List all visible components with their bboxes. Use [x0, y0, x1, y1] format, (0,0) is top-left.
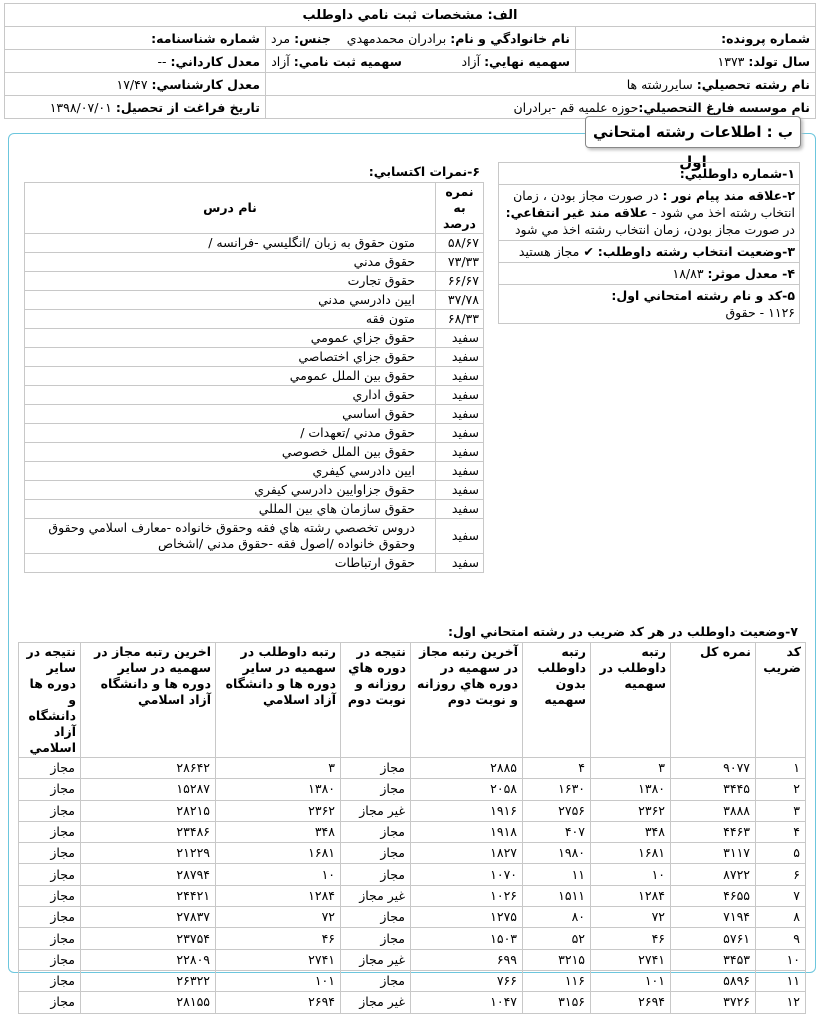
grade-row [25, 291, 484, 310]
grade-course-name: حقوق اساسي [25, 405, 436, 424]
birth-year-label: سال تولد: [748, 53, 810, 69]
status-row [19, 758, 806, 779]
status-cell: مجاز [19, 843, 81, 864]
status-cell: ۲۷۵۶ [523, 800, 591, 821]
status-row [19, 907, 806, 928]
grades-body [25, 234, 484, 573]
status-cell: مجاز [341, 864, 411, 885]
grade-row [25, 519, 484, 554]
grade-pct: ۵۸/۶۷ [436, 234, 484, 253]
status-cell: ۳۱۱۷ [671, 843, 756, 864]
exam-field-label: ۵-كد و نام رشته امتحاني اول: [611, 288, 795, 303]
status-body [19, 758, 806, 1014]
status-cell: مجاز [19, 885, 81, 906]
status-cell: مجاز [19, 970, 81, 991]
status-title: ۷-وضعيت داوطلب در هر كد ضريب در رشته امتحاني اول: [448, 624, 798, 639]
grade-row [25, 234, 484, 253]
associate-gpa-label: معدل كارداني: [170, 53, 260, 69]
status-cell: ۳ [756, 800, 806, 821]
grade-course-name: حقوق جزاوايين دادرسي كيفري [25, 481, 436, 500]
grade-row [25, 272, 484, 291]
candidate-no-label: ۱-شماره داوطلبي: [679, 166, 795, 181]
status-cell: ۴ [523, 758, 591, 779]
status-col-header: اخرين رتبه مجاز در سهميه در ساير دوره ها و دانشگاه آزاد اسلامي [81, 643, 216, 758]
grade-row [25, 367, 484, 386]
status-cell: ۳۴۵۳ [671, 949, 756, 970]
status-cell: ۴۶۵۵ [671, 885, 756, 906]
status-cell: ۲۱۲۲۹ [81, 843, 216, 864]
payam-noor-text: در صورت مجاز بودن ، زمان انتخاب رشته اخذ مي شود - [513, 188, 795, 220]
status-row [19, 992, 806, 1013]
grade-course-name: حقوق جزاي عمومي [25, 329, 436, 348]
status-header-row [19, 643, 806, 758]
status-cell: ۸۰ [523, 907, 591, 928]
candidate-no-row [499, 163, 799, 185]
grade-row [25, 424, 484, 443]
non-profit-text: در صورت مجاز بودن، زمان انتخاب رشته اخذ مي شود [514, 222, 795, 237]
status-row [19, 885, 806, 906]
final-quota-label: سهميه نهايي: [484, 53, 570, 69]
grade-pct: سفيد [436, 329, 484, 348]
status-cell: ۱۰۱ [591, 970, 671, 991]
grades-col-name: نام درس [25, 183, 436, 234]
status-row [19, 800, 806, 821]
birth-year-cell [576, 50, 816, 73]
grade-pct: سفيد [436, 519, 484, 554]
status-cell: ۱۰۲۶ [411, 885, 523, 906]
grade-course-name: حقوق اداري [25, 386, 436, 405]
status-cell: ۲۷۴۱ [216, 949, 341, 970]
status-table [18, 642, 806, 1014]
grade-pct: سفيد [436, 405, 484, 424]
grade-pct: ۶۶/۶۷ [436, 272, 484, 291]
status-cell: ۱۲۸۴ [591, 885, 671, 906]
status-col-header: رتبه داوطلب در سهميه [591, 643, 671, 758]
status-cell: ۱۰ [216, 864, 341, 885]
grade-course-name: حقوق مدني /تعهدات / [25, 424, 436, 443]
bachelor-gpa-label: معدل كارشناسي: [151, 76, 260, 92]
status-cell: ۴ [756, 821, 806, 842]
status-cell: مجاز [19, 928, 81, 949]
status-cell: ۲۶۳۲۲ [81, 970, 216, 991]
effective-gpa-value: ۱۸/۸۳ [672, 266, 704, 281]
grad-date-cell [5, 96, 266, 119]
status-cell: مجاز [19, 800, 81, 821]
final-quota-value: آزاد [461, 53, 481, 69]
birth-year-value: ۱۳۷۳ [717, 53, 745, 69]
grade-row [25, 310, 484, 329]
status-cell: مجاز [19, 992, 81, 1013]
status-cell: ۴۶ [591, 928, 671, 949]
status-cell: مجاز [19, 949, 81, 970]
status-cell: مجاز [341, 779, 411, 800]
status-section [18, 622, 806, 1014]
status-cell: ۲۳۶۲ [216, 800, 341, 821]
section-a-title: الف: مشخصات ثبت نامي داوطلب [5, 4, 816, 27]
grades-title: ۶-نمرات اكتسابي: [368, 164, 480, 179]
grade-course-name: حقوق بين الملل خصوصي [25, 443, 436, 462]
status-cell: ۷۲ [216, 907, 341, 928]
status-col-header: رتبه داوطلب در سهميه در ساير دوره ها و دانشگاه آزاد اسلامي [216, 643, 341, 758]
status-cell: ۲۶۹۴ [591, 992, 671, 1013]
family-name-label: نام خانوادگي و نام: [450, 30, 570, 46]
effective-gpa-row [499, 263, 799, 285]
checkmark-icon: ✔ [583, 244, 594, 259]
grade-row [25, 253, 484, 272]
gender-value: مرد [270, 30, 291, 46]
grade-row [25, 554, 484, 573]
status-cell: غير مجاز [341, 949, 411, 970]
status-cell: مجاز [341, 758, 411, 779]
status-cell: ۱۰۱ [216, 970, 341, 991]
status-cell: غير مجاز [341, 885, 411, 906]
grade-pct: ۷۳/۳۳ [436, 253, 484, 272]
status-cell: ۹ [756, 928, 806, 949]
status-cell: ۱۱۶ [523, 970, 591, 991]
status-cell: ۲۳۶۲ [591, 800, 671, 821]
grade-pct: سفيد [436, 481, 484, 500]
status-cell: ۱۹۱۸ [411, 821, 523, 842]
status-cell: ۱ [756, 758, 806, 779]
status-cell: مجاز [19, 864, 81, 885]
file-no-cell [576, 27, 816, 50]
status-cell: ۸۷۲۲ [671, 864, 756, 885]
status-cell: مجاز [341, 843, 411, 864]
status-cell: ۱۱ [523, 864, 591, 885]
status-cell: ۸ [756, 907, 806, 928]
selection-status-row [499, 241, 799, 263]
grade-pct: سفيد [436, 500, 484, 519]
status-col-header: نمره كل [671, 643, 756, 758]
status-cell: ۷ [756, 885, 806, 906]
grade-pct: سفيد [436, 443, 484, 462]
grade-row [25, 386, 484, 405]
grade-course-name: حقوق سازمان هاي بين المللي [25, 500, 436, 519]
status-cell: ۹۰۷۷ [671, 758, 756, 779]
gender-label: جنس: [294, 30, 331, 46]
institution-value: حوزه علميه قم -برادران [513, 99, 639, 115]
status-cell: ۵۸۹۶ [671, 970, 756, 991]
status-cell: ۲۶۹۴ [216, 992, 341, 1013]
status-cell: ۲۸۶۴۲ [81, 758, 216, 779]
reg-quota-value: آزاد [271, 53, 290, 69]
grade-pct: سفيد [436, 554, 484, 573]
interest-row [499, 185, 799, 241]
status-cell: ۱۶۸۱ [591, 843, 671, 864]
status-cell: ۶ [756, 864, 806, 885]
status-row [19, 843, 806, 864]
status-cell: ۳۲۱۵ [523, 949, 591, 970]
grade-row [25, 443, 484, 462]
grade-pct: سفيد [436, 367, 484, 386]
status-row [19, 949, 806, 970]
status-cell: ۱۰ [756, 949, 806, 970]
status-cell: ۳۴۴۵ [671, 779, 756, 800]
status-cell: مجاز [19, 758, 81, 779]
status-cell: ۱۵۰۳ [411, 928, 523, 949]
status-cell: مجاز [341, 821, 411, 842]
status-cell: ۲ [756, 779, 806, 800]
status-row [19, 864, 806, 885]
grade-pct: ۶۸/۳۳ [436, 310, 484, 329]
grade-course-name: متون فقه [25, 310, 436, 329]
grades-section [24, 162, 484, 573]
status-cell: ۱۳۸۰ [216, 779, 341, 800]
status-cell: ۴۶ [216, 928, 341, 949]
grade-course-name: حقوق ارتباطات [25, 554, 436, 573]
file-no-label: شماره پرونده: [721, 30, 810, 46]
grade-pct: سفيد [436, 386, 484, 405]
status-col-header: رتبه داوطلب بدون سهميه [523, 643, 591, 758]
grad-date-label: تاريخ فراغت از تحصيل: [115, 99, 260, 115]
status-cell: ۷۲ [591, 907, 671, 928]
status-cell: ۵۷۶۱ [671, 928, 756, 949]
status-cell: ۱۱ [756, 970, 806, 991]
status-cell: ۳۸۸۸ [671, 800, 756, 821]
status-cell: ۳۴۸ [591, 821, 671, 842]
associate-gpa-value: -- [157, 53, 167, 69]
exam-info-box [498, 162, 800, 324]
field-label: نام رشته تحصيلي: [696, 76, 810, 92]
status-cell: ۵ [756, 843, 806, 864]
grade-pct: سفيد [436, 462, 484, 481]
field-cell [265, 73, 815, 96]
status-row [19, 779, 806, 800]
non-profit-label: علاقه مند غير انتفاعي: [505, 205, 648, 220]
family-name-cell [265, 27, 575, 50]
grade-course-name: دروس تخصصي رشته هاي فقه وحقوق خانواده -معارف اسلامي وحقوق وحقوق خانواده /اصول فقه -حقوق مدني /اشخاص [25, 519, 436, 554]
status-col-header: آخرين رتبه مجاز در سهميه در دوره هاي روزانه و نوبت دوم [411, 643, 523, 758]
status-col-header: نتيجه در دوره هاي روزانه و نوبت دوم [341, 643, 411, 758]
status-cell: ۱۰۷۰ [411, 864, 523, 885]
bachelor-gpa-cell [5, 73, 266, 96]
grade-course-name: ايين دادرسي مدني [25, 291, 436, 310]
grade-row [25, 405, 484, 424]
status-cell: ۳ [216, 758, 341, 779]
grade-course-name: حقوق تجارت [25, 272, 436, 291]
status-cell: ۲۳۴۸۶ [81, 821, 216, 842]
status-row [19, 821, 806, 842]
status-cell: ۱۳۸۰ [591, 779, 671, 800]
status-cell: ۱۲۸۴ [216, 885, 341, 906]
status-cell: ۱۲۷۵ [411, 907, 523, 928]
applicant-info-table [4, 3, 816, 119]
grade-row [25, 481, 484, 500]
reg-quota-label: سهميه ثبت نامي: [293, 53, 402, 69]
status-cell: ۲۴۴۲۱ [81, 885, 216, 906]
grade-pct: سفيد [436, 348, 484, 367]
status-cell: مجاز [341, 970, 411, 991]
effective-gpa-label: ۴- معدل موثر: [707, 266, 795, 281]
grade-row [25, 500, 484, 519]
status-cell: ۱۵۲۸۷ [81, 779, 216, 800]
quota-cell [265, 50, 575, 73]
status-cell: ۱۰ [591, 864, 671, 885]
status-cell: ۲۲۸۰۹ [81, 949, 216, 970]
status-cell: ۲۷۴۱ [591, 949, 671, 970]
selection-status-label: ۳-وضعيت انتخاب رشته داوطلب: [597, 244, 795, 259]
status-cell: ۴۴۶۳ [671, 821, 756, 842]
status-cell: ۲۳۷۵۴ [81, 928, 216, 949]
status-cell: غير مجاز [341, 800, 411, 821]
status-cell: ۲۷۸۳۷ [81, 907, 216, 928]
status-cell: ۱۵۱۱ [523, 885, 591, 906]
grade-course-name: حقوق بين الملل عمومي [25, 367, 436, 386]
status-col-header: كد ضريب [756, 643, 806, 758]
status-cell: ۳۷۲۶ [671, 992, 756, 1013]
grade-course-name: ايين دادرسي كيفري [25, 462, 436, 481]
institution-label: نام موسسه فارغ التحصيلي: [638, 99, 810, 115]
status-cell: ۲۰۵۸ [411, 779, 523, 800]
grade-row [25, 348, 484, 367]
exam-field-value: ۱۱۲۶ - حقوق [725, 305, 795, 320]
status-cell: مجاز [341, 928, 411, 949]
section-b-title: ب : اطلاعات رشته امتحاني اول [585, 116, 801, 148]
status-cell: مجاز [341, 907, 411, 928]
status-row [19, 928, 806, 949]
family-name-value: برادران محمدمهدي [346, 30, 447, 46]
status-cell: ۵۲ [523, 928, 591, 949]
status-cell: ۲۸۱۵۵ [81, 992, 216, 1013]
status-cell: ۱۶۳۰ [523, 779, 591, 800]
field-value: سايررشته ها [626, 76, 693, 92]
grade-course-name: متون حقوق به زبان /انگليسي -فرانسه / [25, 234, 436, 253]
status-cell: ۲۸۲۱۵ [81, 800, 216, 821]
status-cell: ۲۸۸۵ [411, 758, 523, 779]
grades-col-pct: نمره به درصد [436, 183, 484, 234]
status-col-header: نتيجه در ساير دوره ها و دانشگاه آزاد اسلامي [19, 643, 81, 758]
exam-field-row [499, 285, 799, 323]
status-cell: مجاز [19, 779, 81, 800]
status-cell: مجاز [19, 821, 81, 842]
id-no-label: شماره شناسنامه: [151, 30, 260, 46]
selection-status-value: مجاز هستيد [518, 244, 580, 259]
status-cell: ۱۹۸۰ [523, 843, 591, 864]
grade-course-name: حقوق مدني [25, 253, 436, 272]
status-cell: ۱۰۴۷ [411, 992, 523, 1013]
status-cell: ۳ [591, 758, 671, 779]
grade-pct: ۳۷/۷۸ [436, 291, 484, 310]
status-cell: مجاز [19, 907, 81, 928]
associate-gpa-cell [5, 50, 266, 73]
status-cell: ۲۸۷۹۴ [81, 864, 216, 885]
status-cell: ۱۸۲۷ [411, 843, 523, 864]
id-no-cell [5, 27, 266, 50]
grades-table [24, 182, 484, 573]
status-cell: غير مجاز [341, 992, 411, 1013]
grade-row [25, 329, 484, 348]
grade-row [25, 462, 484, 481]
grad-date-value: ۱۳۹۸/۰۷/۰۱ [49, 99, 112, 115]
status-cell: ۷۶۶ [411, 970, 523, 991]
status-cell: ۱۲ [756, 992, 806, 1013]
status-row [19, 970, 806, 991]
status-cell: ۴۰۷ [523, 821, 591, 842]
bachelor-gpa-value: ۱۷/۴۷ [116, 76, 148, 92]
status-cell: ۳۴۸ [216, 821, 341, 842]
status-cell: ۶۹۹ [411, 949, 523, 970]
grade-course-name: حقوق جزاي اختصاصي [25, 348, 436, 367]
status-cell: ۷۱۹۴ [671, 907, 756, 928]
status-cell: ۱۹۱۶ [411, 800, 523, 821]
payam-noor-label: ۲-علاقه مند پيام نور : [662, 188, 795, 203]
grade-pct: سفيد [436, 424, 484, 443]
status-cell: ۱۶۸۱ [216, 843, 341, 864]
status-cell: ۳۱۵۶ [523, 992, 591, 1013]
